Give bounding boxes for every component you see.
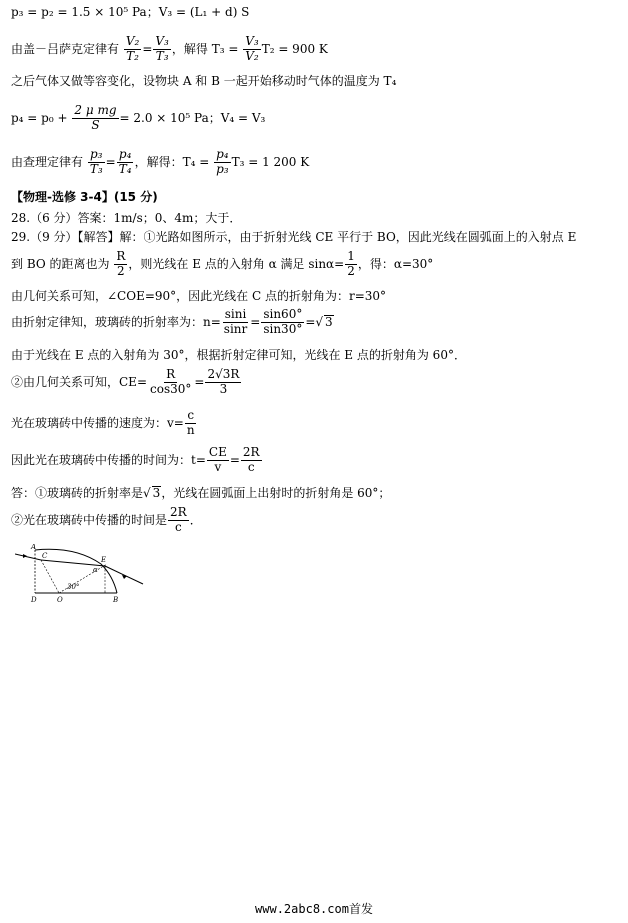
arrow-icon [23, 554, 27, 558]
sixty-degree-line: 由于光线在 E 点的入射角为 30°，根据折射定律可知，光线在 E 点的折射角为 60°． [11, 348, 466, 362]
fraction: $\frac{\text{V₃}}{\text{T₃}}$ [155, 34, 169, 63]
fraction: $\frac{R}{2}$ [116, 249, 126, 278]
line-p4: p₄ = p₀ + $\frac{\text{2 μ mg}}{S}$ = 2.0 × 10⁵ Pa；V₄ = V₃ [11, 103, 266, 132]
incident-ray [15, 554, 41, 560]
speed-line: 光在玻璃砖中传播的速度为：v= $\frac{c}{n}$ [11, 408, 195, 437]
fraction: $\frac{\text{p₄}}{\text{T₄}}$ [118, 147, 132, 176]
line-gay-lussac: 由盖－吕萨克定律有 $\frac{\text{V₂}}{\text{T₂}}$ = $\frac{\text{V₃}}{\text{T₃}}$ ，解得 T₃ = $\frac{\text{V₃}}{\text{V₂}}$ T₂ = 900 K [11, 34, 328, 63]
label-c: C [42, 552, 48, 560]
label-a: A [31, 544, 37, 551]
fraction: $\frac{\text{p₄}}{\text{p₃}}$ [216, 147, 229, 176]
fraction: $\frac{2R}{c}$ [170, 505, 187, 534]
fraction: $\frac{\text{V₃}}{\text{V₂}}$ [245, 34, 259, 63]
fraction: $\frac{c}{n}$ [186, 408, 195, 437]
q29-intro: 29.（9 分）【解答】解：①光路如图所示，由于折射光线 CE 平行于 BO，因此光线在圆弧面上的入射点 E [11, 230, 577, 244]
answer-line-1: 答：①玻璃砖的折射率是√ 3，光线在圆弧面上出射时的折射角是 60°； [11, 486, 391, 500]
line-p3: p₃ = p₂ = 1.5 × 10⁵ Pa；V₃ = (L₁ + d) S [11, 5, 250, 19]
fraction: $\frac{\sin 60^\circ}{\sin 30^\circ}$ [263, 307, 303, 336]
q28-answer: 28.（6 分）答案：1m/s；0、4m；大于． [11, 211, 242, 225]
line-charles: 由查理定律有 $\frac{\text{p₃}}{\text{T₃}}$ = $\frac{\text{p₄}}{\text{T₄}}$ ，解得：T₄ = $\frac{\text{p₄}}{\text{p₃}}$ T₃ = 1 200 K [11, 147, 310, 176]
fraction: $\frac{\text{V₂}}{\text{T₂}}$ [125, 34, 140, 63]
line-isochoric: 之后气体又做等容变化，设物块 A 和 B 一起开始移动时气体的温度为 T₄ [11, 74, 397, 88]
co-line [41, 560, 59, 593]
exit-ray [105, 566, 143, 584]
time-line: 因此光在玻璃砖中传播的时间为：t= $\frac{CE}{v}$ = $\frac{2R}{c}$ [11, 445, 260, 474]
footer-watermark: www.2abc8.com首发 [255, 902, 373, 916]
label-e: E [101, 556, 107, 564]
label-o: O [57, 596, 63, 604]
label-alpha: α [93, 566, 98, 574]
text: 由盖－吕萨克定律有 [11, 41, 120, 56]
fraction: $\frac{2R}{c}$ [242, 445, 260, 474]
ce-length-line: ②由几何关系可知，CE= $\frac{R}{\cos 30^\circ}$ = $\frac{2√3R}{3}$ [11, 367, 240, 396]
refraction-index-line: 由折射定律知，玻璃砖的折射率为：n= $\frac{\sin i}{\sin r}$ = $\frac{\sin 60^\circ}{\sin 30^\circ}$ =√ 3 [11, 307, 333, 336]
fraction: $\frac{R}{\cos 30^\circ}$ [150, 367, 192, 396]
geometry-line: 由几何关系可知，∠COE=90°，因此光线在 C 点的折射角为：r=30° [11, 289, 387, 303]
fraction: $\frac{\text{2 μ mg}}{S}$ [74, 103, 117, 132]
label-angle: 30° [67, 583, 80, 591]
fraction: $\frac{\sin i}{\sin r}$ [223, 307, 248, 336]
optics-diagram [15, 544, 150, 604]
fraction: $\frac{\text{p₃}}{\text{T₃}}$ [89, 147, 103, 176]
answer-line-2: ②光在玻璃砖中传播的时间是 $\frac{2R}{c}$ ． [11, 505, 202, 534]
label-b: B [113, 596, 119, 604]
label-d: D [31, 596, 37, 604]
fraction: $\frac{CE}{v}$ [208, 445, 227, 474]
fraction: $\frac{2√3R}{3}$ [207, 367, 240, 396]
fraction: $\frac{1}{2}$ [347, 249, 355, 278]
q29-line2: 到 BO 的距离也为 $\frac{R}{2}$ ，则光线在 E 点的入射角 α 满足 sinα= $\frac{1}{2}$ ，得：α=30° [11, 249, 434, 278]
section-heading: 【物理-选修 3-4】(15 分) [11, 190, 158, 204]
